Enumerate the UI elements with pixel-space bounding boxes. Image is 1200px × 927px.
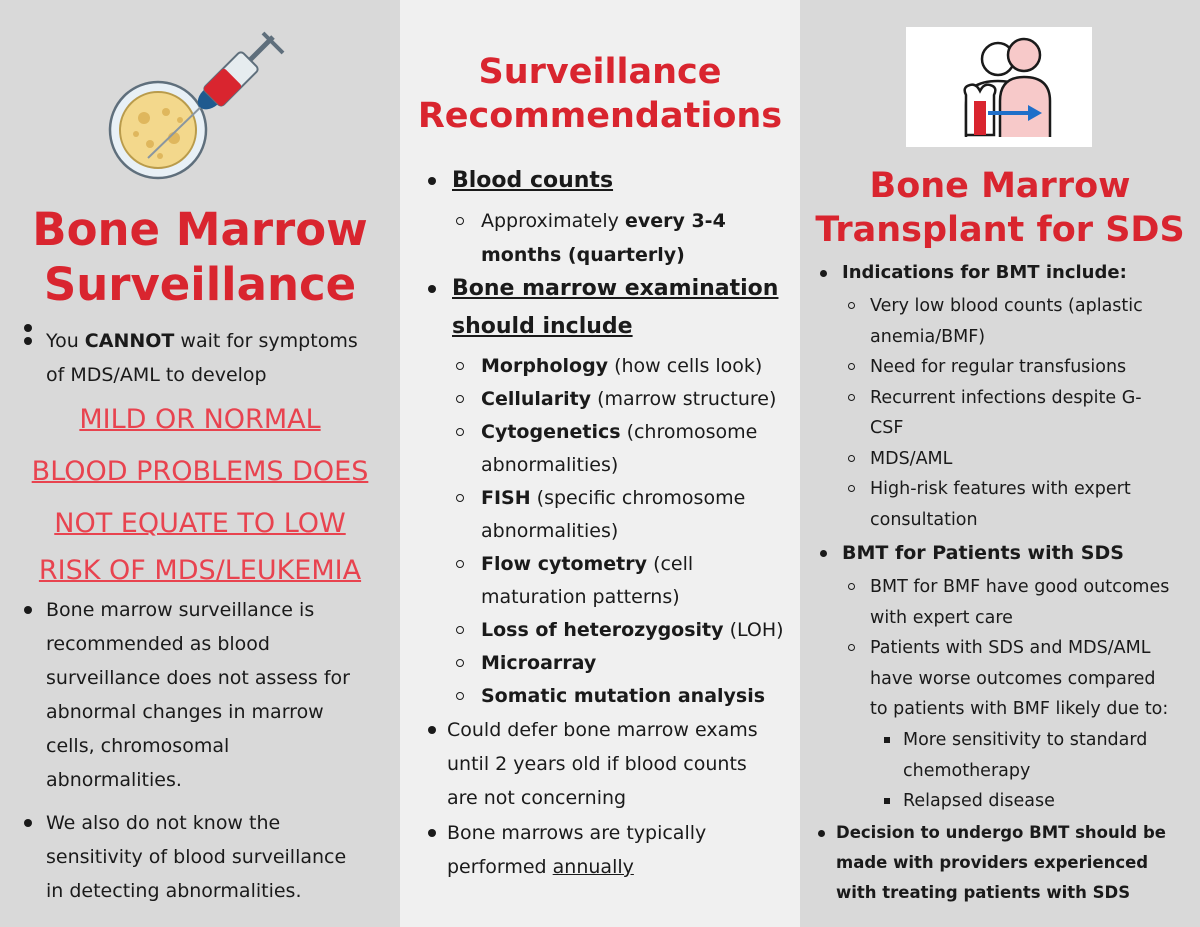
alert-line-1: MILD OR NORMAL bbox=[79, 404, 321, 435]
alert-line-2: BLOOD PROBLEMS DOES bbox=[31, 456, 369, 487]
bullet-dot bbox=[820, 550, 827, 557]
bone-marrow-exam-bullet: Bone marrow examination should include bbox=[428, 270, 800, 346]
exam-item-cytogenetics: Cytogenetics (chromosome abnormalities) bbox=[456, 416, 800, 482]
bone-marrow-transplant-icon bbox=[906, 27, 1092, 147]
indications-list bbox=[848, 291, 1200, 535]
exam-item-microarray: Microarray bbox=[456, 647, 800, 680]
exam-item-loh: Loss of heterozygosity (LOH) bbox=[456, 614, 800, 647]
bmt-subitem: More sensitivity to standard chemotherapy bbox=[884, 725, 1200, 786]
bmt-item: Patients with SDS and MDS/AML have worse outcomes compared to patients with BMF likely due to: bbox=[848, 633, 1200, 725]
alert-line-3: NOT EQUATE TO LOW bbox=[54, 508, 346, 539]
right-column bbox=[800, 0, 1200, 927]
defer-bullet: Could defer bone marrow exams until 2 years old if blood counts are not concerning bbox=[428, 713, 800, 815]
right-title: Bone Marrow Transplant for SDS bbox=[815, 166, 1185, 250]
bullet-dot bbox=[428, 726, 436, 734]
exam-item-cellularity: Cellularity (marrow structure) bbox=[456, 383, 800, 416]
blood-counts-bullet: Blood counts bbox=[428, 164, 800, 198]
bullet-dot bbox=[24, 819, 32, 827]
exam-item-flow-cytometry: Flow cytometry (cell maturation patterns) bbox=[456, 548, 800, 614]
annual-bullet: Bone marrows are typically performed annually bbox=[428, 816, 800, 884]
sensitivity-bullet: We also do not know the sensitivity of blood surveillance in detecting abnormalities. bbox=[24, 806, 400, 908]
indication-item: Recurrent infections despite G- CSF bbox=[848, 383, 1200, 444]
indication-item: MDS/AML bbox=[848, 444, 1200, 475]
left-title: Bone Marrow Surveillance bbox=[32, 203, 368, 311]
marrow-surveillance-bullet: Bone marrow surveillance is recommended as blood surveillance does not assess for abnormal changes in marrow cells, chromosomal abnormalities. bbox=[24, 593, 400, 797]
left-column bbox=[0, 0, 400, 927]
bullet-dot bbox=[428, 285, 436, 293]
indication-item: Need for regular transfusions bbox=[848, 352, 1200, 383]
bmt-sds-heading: BMT for Patients with SDS bbox=[820, 538, 1200, 568]
bullet-dot bbox=[428, 829, 436, 837]
bullet-dot bbox=[428, 177, 436, 185]
middle-title: Surveillance Recommendations bbox=[417, 52, 783, 136]
exam-items-list bbox=[456, 350, 800, 713]
indication-item: High-risk features with expert consultation bbox=[848, 474, 1200, 535]
middle-column bbox=[400, 0, 800, 927]
bullet-dot bbox=[820, 270, 827, 277]
exam-item-morphology: Morphology (how cells look) bbox=[456, 350, 800, 383]
transplant-illustration-box bbox=[906, 27, 1092, 147]
bmt-subitems-list bbox=[884, 725, 1200, 817]
bmt-item: BMT for BMF have good outcomes with expert care bbox=[848, 572, 1200, 633]
intro-bullet: You CANNOT wait for symptoms of MDS/AML to develop bbox=[24, 324, 400, 392]
exam-item-somatic-mutation: Somatic mutation analysis bbox=[456, 680, 800, 713]
alert-line-4: RISK OF MDS/LEUKEMIA bbox=[38, 555, 362, 586]
bmt-items-list bbox=[848, 572, 1200, 725]
bmt-subitem: Relapsed disease bbox=[884, 786, 1200, 817]
bullet-dot bbox=[24, 606, 32, 614]
decision-bullet: Decision to undergo BMT should be made with providers experienced with treating patients with SDS bbox=[818, 818, 1200, 908]
exam-item-fish: FISH (specific chromosome abnormalities) bbox=[456, 482, 800, 548]
bullet-dot bbox=[818, 830, 825, 837]
indications-heading: Indications for BMT include: bbox=[820, 258, 1200, 288]
bullet-dot bbox=[24, 337, 32, 345]
blood-counts-detail: Approximately every 3-4 months (quarterly) bbox=[456, 204, 800, 272]
indication-item: Very low blood counts (aplastic anemia/BMF) bbox=[848, 291, 1200, 352]
sub-bullet-circle bbox=[456, 217, 464, 225]
bone-marrow-syringe-icon bbox=[108, 30, 293, 180]
